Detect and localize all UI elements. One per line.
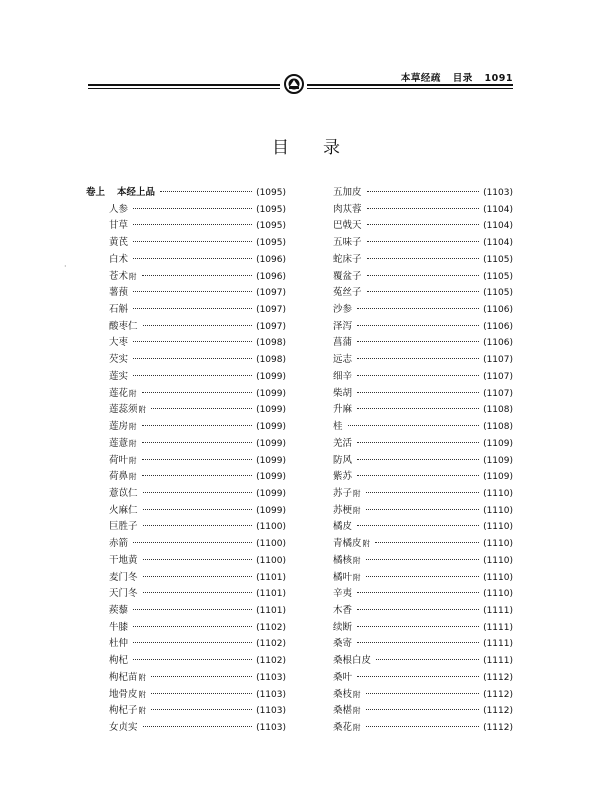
toc-entry-name [86,552,138,566]
appendix-marker: 附 [353,723,361,732]
toc-page-ref: (1112) [483,723,513,733]
toc-entry-name [333,184,362,198]
appendix-marker: 附 [353,572,361,582]
book-emblem-icon [284,74,304,94]
appendix-marker: 附 [129,388,137,398]
toc-entry-name [86,401,146,415]
toc-entry-name [86,652,128,666]
herb-name: 桑根白皮 [333,655,372,667]
toc-page-ref: (1101) [256,572,286,583]
herb-name: 辛夷 [333,588,353,600]
leader-dots [367,180,480,192]
leader-dots [133,213,252,225]
toc-page-ref: (1110) [483,539,513,550]
herb-name: 五加皮 [333,187,362,198]
leader-dots [133,598,252,610]
leader-dots [133,364,252,376]
leader-dots [367,280,480,292]
toc-left-column [86,183,286,735]
toc-page-ref: (1111) [483,656,513,667]
leader-dots [366,481,480,493]
toc-page-ref: (1096) [256,254,286,265]
leader-dots [143,565,253,577]
toc-entry-name [333,669,352,683]
appendix-marker: 附 [129,438,137,448]
herb-name: 防风 [333,454,353,466]
toc-page-ref: (1105) [483,271,513,282]
leader-dots [133,197,252,209]
toc-page-ref: (1106) [483,338,513,349]
toc-entry-name [333,686,361,700]
herb-name: 紫苏 [333,471,353,483]
herb-name: 莲花 [109,387,129,399]
toc-page-ref: (1099) [256,472,286,483]
leader-dots [357,330,479,342]
toc-entry-name [86,569,138,583]
herb-name: 天门冬 [109,588,138,600]
toc-page-ref: (1111) [483,622,513,633]
leader-dots [357,397,479,409]
herb-name: 酸枣仁 [109,320,138,332]
appendix-marker: 附 [129,472,137,482]
herb-name: 桑椹 [333,705,353,717]
herb-name: 升麻 [333,404,353,416]
herb-name: 赤箭 [109,538,129,550]
herb-name: 莲蕊须 [109,404,138,416]
leader-dots [133,330,252,342]
toc-page-ref: (1095) [256,188,286,198]
herb-name: 菖蒲 [333,337,353,349]
herb-name: 干地黄 [109,554,138,566]
toc-page-ref: (1110) [483,505,513,516]
toc-entry-name [86,485,138,499]
appendix-marker: 附 [362,539,371,549]
leader-dots [357,347,479,359]
herb-name: 苍术 [109,270,129,282]
appendix-marker: 附 [129,455,137,465]
toc-entry-name [333,619,352,633]
toc-page-ref: (1106) [483,305,513,316]
toc-entry[interactable] [333,718,513,735]
herb-name: 莲实 [109,370,129,382]
leader-dots [143,498,253,510]
herb-name: 橘核 [333,554,353,566]
toc-page-ref: (1111) [483,605,513,616]
herb-name: 橘叶 [333,571,353,583]
appendix-marker: 附 [353,488,361,498]
leader-dots [357,581,479,593]
toc-entry[interactable] [86,718,286,735]
leader-dots [357,514,479,526]
toc-entry-name [86,535,128,549]
leader-dots [366,548,480,560]
herb-name: 甘草 [109,220,129,232]
toc-page-ref: (1103) [256,689,286,700]
toc-page-ref: (1097) [256,321,286,332]
herb-name: 菟丝子 [333,287,362,299]
toc-entry-name [333,318,352,332]
herb-name: 覆盆子 [333,270,362,282]
toc-page-ref: (1102) [256,622,286,633]
toc-entry-name [333,418,343,432]
toc-entry-name [86,318,138,332]
leader-dots [133,648,252,660]
leader-dots [142,264,253,276]
herb-name: 五味子 [333,237,362,249]
toc-entry-name [86,334,128,348]
herb-name: 枸杞子 [109,705,138,717]
toc-page-ref: (1101) [256,605,286,616]
toc-page-ref: (1110) [483,488,513,499]
appendix-marker: 附 [138,405,147,415]
herb-name: 桂 [333,421,343,433]
toc-entry-name [86,284,128,298]
toc-entry-name [333,351,352,365]
toc-entry-name [333,585,352,599]
herb-name: 蒺藜 [109,604,129,616]
toc-entry-name [86,251,128,265]
toc-page-ref: (1111) [483,639,513,650]
toc-page-ref: (1099) [256,371,286,382]
leader-dots [357,598,479,610]
herb-name: 枸杞苗 [109,671,138,683]
toc-entry-name [86,619,128,633]
leader-dots [357,464,479,476]
toc-page-ref: (1098) [256,355,286,366]
toc-entry-name [86,385,137,399]
leader-dots [142,431,253,443]
leader-dots [151,682,252,694]
herb-name: 青橘皮 [333,538,362,550]
toc-page-ref: (1110) [483,572,513,583]
toc-page-ref: (1107) [483,388,513,399]
herb-name: 续断 [333,621,353,633]
herb-name: 人参 [109,203,129,215]
toc-entry-name [86,686,146,700]
toc-page-ref: (1108) [483,405,513,416]
toc-entry-name [333,251,362,265]
toc-entry-name [333,217,362,231]
toc-page-ref: (1100) [256,539,286,550]
toc-page-ref: (1112) [483,706,513,717]
toc-page-ref: (1099) [256,405,286,416]
toc-entry-name [86,217,128,231]
herb-name: 肉苁蓉 [333,203,362,215]
herb-name: 薯蓣 [109,287,129,299]
herb-name: 枸杞 [109,655,129,667]
toc-page-ref: (1100) [256,522,286,533]
toc-page-ref: (1096) [256,271,286,282]
toc-entry-name [86,452,137,466]
herb-name: 火麻仁 [109,504,138,516]
toc-page-ref: (1099) [256,388,286,399]
toc-entry-name [333,268,362,282]
herb-name: 地骨皮 [109,688,138,700]
toc-entry-name [86,702,146,716]
toc-page-ref: (1110) [483,555,513,566]
toc-page-ref: (1097) [256,288,286,299]
herb-name: 白术 [109,253,129,265]
toc-page-ref: (1103) [256,706,286,717]
toc-page-ref: (1102) [256,656,286,667]
appendix-marker: 附 [129,271,137,281]
leader-dots [143,481,253,493]
leader-dots [348,414,480,426]
herb-name: 荷鼻 [109,471,129,483]
toc-page-ref: (1104) [483,221,513,232]
toc-page-ref: (1102) [256,639,286,650]
herb-name: 女贞实 [109,722,138,733]
herb-name: 杜仲 [109,638,129,650]
toc-page-ref: (1107) [483,371,513,382]
leader-dots [367,264,480,276]
leader-dots [357,314,479,326]
toc-page-ref: (1095) [256,238,286,249]
toc-page-ref: (1099) [256,505,286,516]
toc-entry-name [86,502,138,516]
header-rule-right [307,84,513,86]
appendix-marker: 附 [353,689,361,699]
herb-name: 柴胡 [333,387,353,399]
toc-page-ref: (1105) [483,254,513,265]
toc-page-ref: (1109) [483,438,513,449]
leader-dots [142,448,253,460]
toc-entry-name [86,435,137,449]
appendix-marker: 附 [129,422,137,432]
toc-page-ref: (1110) [483,589,513,600]
toc-entry-name [86,234,128,248]
leader-dots [357,615,479,627]
toc-entry-name [333,301,352,315]
page-title: 目录 [272,138,374,158]
leader-dots [357,381,479,393]
leader-dots [366,715,480,727]
toc-page-ref: (1095) [256,221,286,232]
toc-page-ref: (1109) [483,455,513,466]
toc-page-ref: (1095) [256,204,286,215]
header-rule-left-thin [88,88,280,89]
toc-entry-name [333,635,352,649]
section-label: 目录 [452,73,473,84]
leader-dots [133,347,252,359]
herb-name: 麦门冬 [109,571,138,583]
herb-name: 薏苡仁 [109,487,138,499]
leader-dots [142,381,253,393]
toc-page-ref: (1107) [483,355,513,366]
toc-page-ref: (1109) [483,472,513,483]
toc-entry-name [333,602,352,616]
leader-dots [357,448,479,460]
toc-entry-name [86,368,128,382]
leader-dots [142,464,253,476]
toc-page-ref: (1112) [483,672,513,683]
toc-page-ref: (1103) [256,723,286,733]
appendix-marker: 附 [138,672,147,682]
header-rule-right-thin [307,88,513,89]
appendix-marker: 附 [353,505,361,515]
appendix-marker: 附 [138,689,147,699]
leader-dots [133,280,252,292]
appendix-marker: 附 [353,555,361,565]
toc-right-column [333,183,513,735]
toc-page-ref: (1098) [256,338,286,349]
herb-name: 荷叶 [109,454,129,466]
leader-dots [357,431,479,443]
herb-name: 远志 [333,354,353,366]
toc-entry-name [333,485,361,499]
header-rule-left [88,84,280,86]
leader-dots [367,197,480,209]
toc-page-ref: (1104) [483,204,513,215]
leader-dots [366,498,480,510]
herb-name: 桑寄 [333,638,353,650]
leader-dots [160,180,252,192]
leader-dots [142,414,253,426]
toc-entry-name [333,518,352,532]
herb-name: 莲薏 [109,437,129,449]
herb-name: 木香 [333,604,353,616]
leader-dots [357,364,479,376]
herb-name: 细辛 [333,370,353,382]
herb-name: 橘皮 [333,521,353,533]
toc-entry-name [333,385,352,399]
toc-entry-name [86,468,137,482]
toc-page-ref: (1105) [483,288,513,299]
leader-dots [367,213,480,225]
herb-name: 芡实 [109,354,129,366]
toc-page-ref: (1103) [483,188,513,198]
leader-dots [367,230,480,242]
herb-name: 大枣 [109,337,129,349]
volume-title: 本经上品 [117,187,156,198]
leader-dots [357,631,479,643]
toc-page-ref: (1110) [483,522,513,533]
leader-dots [376,648,479,660]
toc-entry-name [86,719,138,733]
leader-dots [133,247,252,259]
toc-entry-name [86,602,128,616]
page-number: 1091 [484,73,513,84]
toc-entry-name [86,585,138,599]
leader-dots [143,581,253,593]
toc-page-ref: (1099) [256,438,286,449]
toc-entry-name [86,418,137,432]
toc-entry-name [86,268,137,282]
leader-dots [133,631,252,643]
leader-dots [357,665,479,677]
herb-name: 石斛 [109,304,129,316]
toc-entry-name [333,234,362,248]
herb-name: 莲房 [109,421,129,433]
herb-name: 巨胜子 [109,521,138,533]
toc-entry-name [333,452,352,466]
toc-entry-name [333,702,361,716]
herb-name: 苏梗 [333,504,353,516]
toc-entry-name [333,368,352,382]
leader-dots [357,297,479,309]
appendix-marker: 附 [353,706,361,716]
toc-entry-name [86,301,128,315]
leader-dots [366,698,480,710]
toc-page-ref: (1099) [256,422,286,433]
toc-page-ref: (1101) [256,589,286,600]
leader-dots [133,615,252,627]
book-title: 本草经疏 [400,73,441,84]
leader-dots [151,397,252,409]
herb-name: 桑叶 [333,671,353,683]
leader-dots [143,548,253,560]
toc-entry-name [333,201,362,215]
toc-entry-name [333,334,352,348]
toc-entry-name [86,635,128,649]
toc-entry-name [333,435,352,449]
scan-artifact: · [64,262,67,271]
toc-entry-name [86,351,128,365]
leader-dots [366,565,480,577]
toc-entry-name [333,468,352,482]
toc-page-ref: (1108) [483,422,513,433]
volume-label: 卷上 [86,187,106,198]
leader-dots [143,514,253,526]
leader-dots [133,297,252,309]
toc-page-ref: (1099) [256,455,286,466]
toc-entry-name [86,201,128,215]
toc-entry-name [333,535,370,549]
herb-name: 蛇床子 [333,253,362,265]
leader-dots [143,314,253,326]
herb-name: 羌活 [333,437,353,449]
herb-name: 桑枝 [333,688,353,700]
leader-dots [375,531,479,543]
toc-entry-name [86,669,146,683]
leader-dots [151,665,252,677]
toc-entry-name [86,518,138,532]
herb-name: 牛膝 [109,621,129,633]
toc-page-ref: (1103) [256,672,286,683]
leader-dots [366,682,480,694]
leader-dots [143,715,253,727]
herb-name: 沙参 [333,304,353,316]
herb-name: 黄芪 [109,237,129,249]
toc-page-ref: (1097) [256,305,286,316]
herb-name: 苏子 [333,487,353,499]
toc-entry-name [333,552,361,566]
leader-dots [133,531,252,543]
toc-page-ref: (1106) [483,321,513,332]
toc-entry-name [333,719,361,733]
toc-page-ref: (1112) [483,689,513,700]
appendix-marker: 附 [138,706,147,716]
leader-dots [151,698,252,710]
leader-dots [133,230,252,242]
toc-page-ref: (1099) [256,488,286,499]
running-head [400,70,513,84]
herb-name: 泽泻 [333,320,353,332]
herb-name: 桑花 [333,722,353,733]
herb-name: 巴戟天 [333,220,362,232]
toc-page-ref: (1100) [256,555,286,566]
toc-page-ref: (1104) [483,238,513,249]
leader-dots [367,247,480,259]
